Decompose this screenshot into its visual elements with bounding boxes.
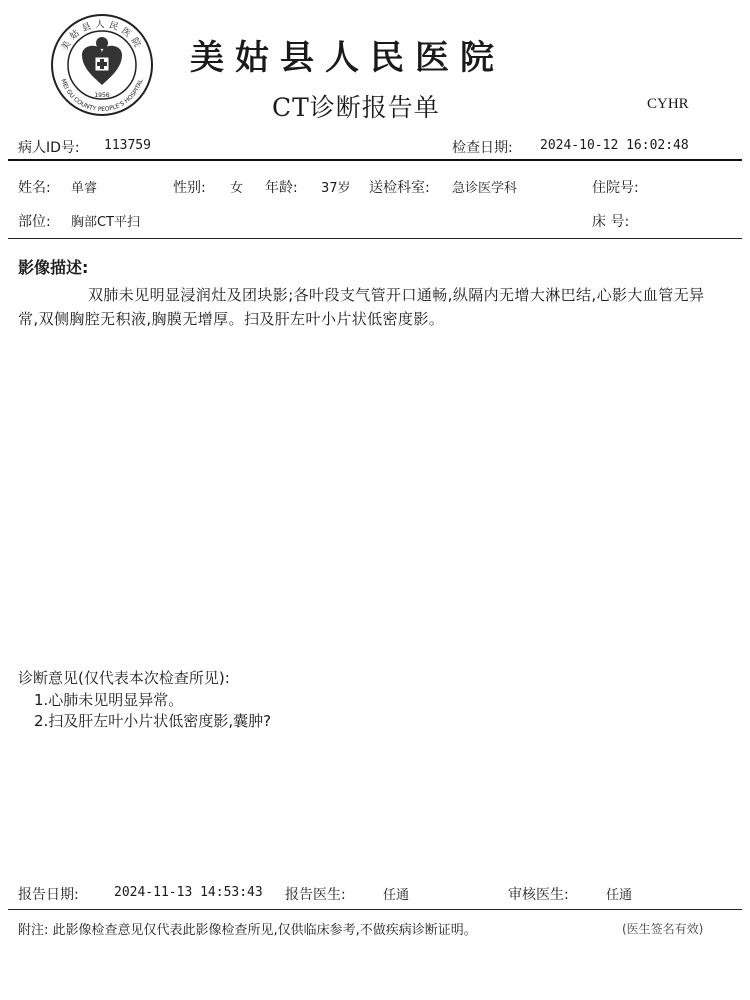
sex-value: 女 <box>230 181 244 196</box>
findings-heading: 影像描述: <box>18 258 89 277</box>
report-date-value: 2024-11-13 14:53:43 <box>114 885 263 900</box>
doctor-value: 任通 <box>383 888 410 903</box>
name-label: 姓名: <box>18 180 51 196</box>
diagnosis-heading: 诊断意见(仅代表本次检查所见): <box>18 669 230 687</box>
diagnosis-item-2: 2.扫及肝左叶小片状低密度影,囊肿? <box>34 712 272 730</box>
hospital-name: 美姑县人民医院 <box>190 38 505 78</box>
hospital-logo <box>50 13 154 117</box>
logo-text-bottom: MEI GU COUNTY PEOPLE'S HOSPITAL <box>59 78 145 114</box>
dept-value: 急诊医学科 <box>452 181 518 196</box>
sex-label: 性别: <box>173 180 206 196</box>
patient-id-label: 病人ID号: <box>18 140 80 156</box>
age-value: 37岁 <box>321 181 351 196</box>
doctor-label: 报告医生: <box>285 887 346 903</box>
logo-year: 1956 <box>94 92 110 99</box>
diagnosis-item-1: 1.心肺未见明显异常。 <box>34 691 184 709</box>
report-date-label: 报告日期: <box>18 887 79 903</box>
corner-code: CYHR <box>647 96 689 112</box>
divider <box>8 159 742 161</box>
age-label: 年龄: <box>265 180 298 196</box>
exam-date-label: 检查日期: <box>452 140 513 156</box>
footer-note: 附注: 此影像检查意见仅代表此影像检查所见,仅供临床参考,不做疾病诊断证明。 <box>18 923 477 938</box>
report-title: CT诊断报告单 <box>272 93 440 122</box>
reviewer-label: 审核医生: <box>508 887 569 903</box>
name-value: 单睿 <box>71 181 98 196</box>
inpatient-label: 住院号: <box>592 180 639 196</box>
divider <box>8 238 742 239</box>
bed-label: 床 号: <box>592 214 630 230</box>
patient-id-value: 113759 <box>104 138 151 153</box>
exam-date-value: 2024-10-12 16:02:48 <box>540 138 689 153</box>
findings-text: 双肺未见明显浸润灶及团块影;各叶段支气管开口通畅,纵隔内无增大淋巴结,心影大血管无异常,双侧胸腔无积液,胸膜无增厚。扫及肝左叶小片状低密度影。 <box>18 286 705 328</box>
divider <box>8 909 742 910</box>
site-label: 部位: <box>18 214 51 230</box>
logo-text-top: 美姑县人民医院 <box>60 20 144 53</box>
site-value: 胸部CT平扫 <box>71 215 141 230</box>
dept-label: 送检科室: <box>369 180 430 196</box>
reviewer-value: 任通 <box>606 888 633 903</box>
signature-note: (医生签名有效) <box>622 922 704 936</box>
